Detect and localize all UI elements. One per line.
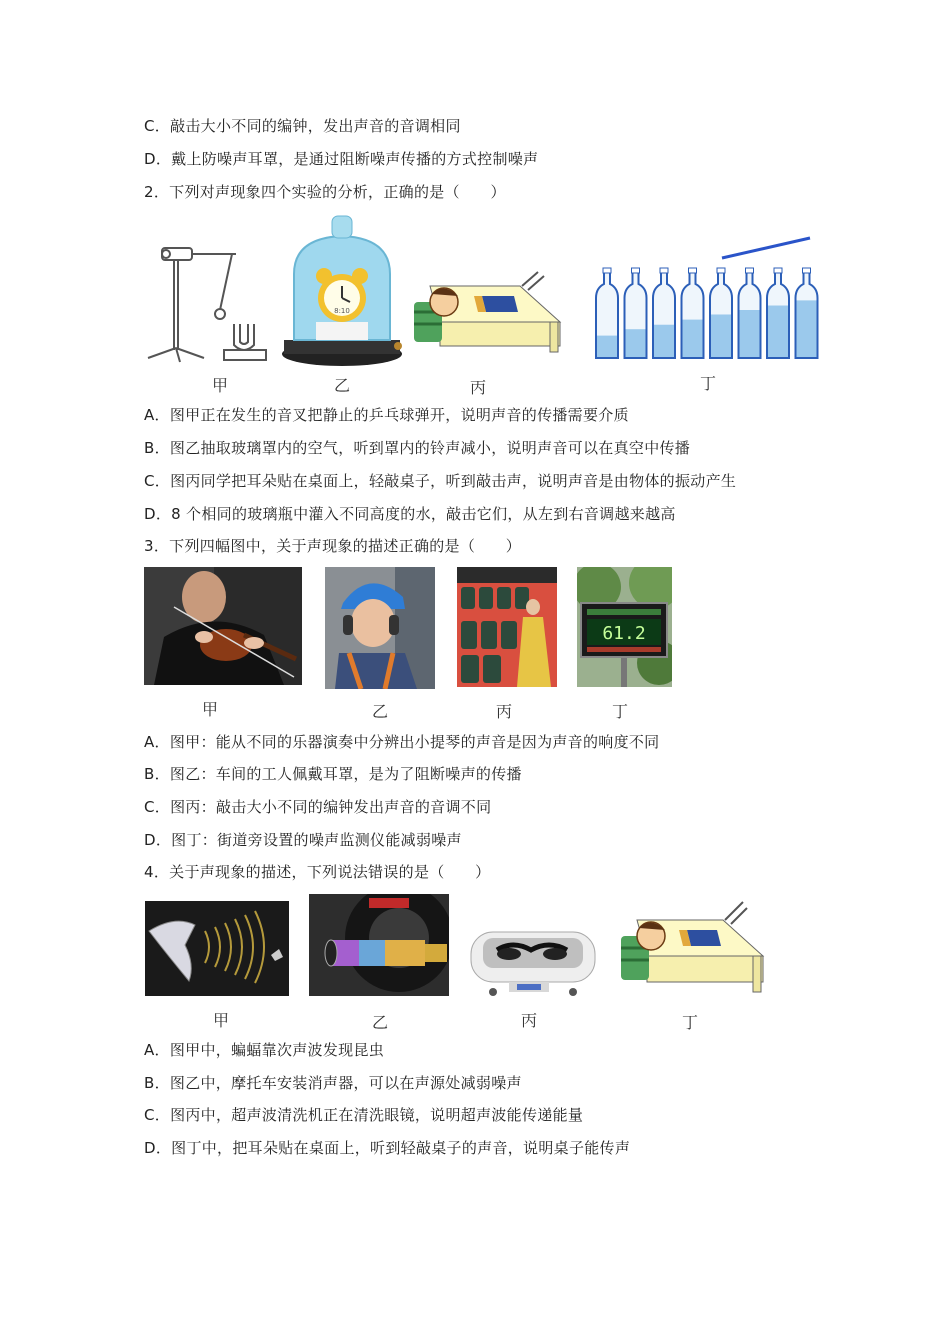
q4-caption-ding: 丁 — [682, 1013, 699, 1032]
q4-caption-yi: 乙 — [372, 1013, 389, 1032]
tuning-fork-figure — [144, 240, 274, 365]
q4-option-d: D．图丁中，把耳朵贴在桌面上，听到轻敲桌子的声音，说明桌子能传声 — [144, 1139, 631, 1157]
q2-option-a: A．图甲正在发生的音叉把静止的乒乓球弹开，说明声音的传播需要介质 — [144, 406, 629, 424]
bottle-outline — [710, 272, 732, 358]
water-bottles-figure — [592, 232, 824, 362]
q1-option-d: D．戴上防噪声耳罩，是通过阻断噪声传播的方式控制噪声 — [144, 150, 539, 168]
q2-stem: 2．下列对声现象四个实验的分析，正确的是（ ） — [144, 183, 506, 201]
ultrasonic-cleaner-photo — [469, 926, 599, 996]
bottle-outline — [796, 272, 818, 358]
noise-reading-text: 61.2 — [602, 623, 646, 644]
q3-caption-ding: 丁 — [612, 702, 629, 721]
chime-bells-photo — [457, 567, 557, 687]
bottle-neck — [603, 268, 611, 273]
q3-option-d: D．图丁：街道旁设置的噪声监测仪能减弱噪声 — [144, 831, 462, 849]
bat-echolocation-photo — [145, 901, 289, 996]
glass-bottle — [625, 268, 647, 358]
q2-option-b: B．图乙抽取玻璃罩内的空气，听到罩内的铃声减小，说明声音可以在真空中传播 — [144, 439, 691, 457]
bottle-neck — [774, 268, 782, 273]
glass-bottle — [739, 268, 761, 358]
bottle-outline — [682, 272, 704, 358]
q2-caption-yi: 乙 — [334, 376, 351, 395]
glass-bottle — [596, 268, 618, 358]
q2-caption-jia: 甲 — [212, 376, 229, 395]
q1-option-c: C．敲击大小不同的编钟，发出声音的音调相同 — [144, 117, 461, 135]
q4-option-a: A．图甲中，蝙蝠靠次声波发现昆虫 — [144, 1041, 385, 1059]
q2-caption-bing: 丙 — [470, 378, 487, 397]
q3-caption-jia: 甲 — [202, 700, 219, 719]
q3-option-a: A．图甲：能从不同的乐器演奏中分辨出小提琴的声音是因为声音的响度不同 — [144, 733, 660, 751]
noise-monitor-photo — [577, 567, 672, 687]
glass-bottle — [767, 268, 789, 358]
clock-face-text: 8:10 — [334, 307, 350, 315]
q4-caption-bing: 丙 — [521, 1011, 538, 1030]
bell-jar-figure — [280, 214, 405, 369]
violin-photo — [144, 567, 302, 685]
q3-stem: 3．下列四幅图中，关于声现象的描述正确的是（ ） — [144, 537, 522, 555]
bottle-outline — [739, 272, 761, 358]
bottle-outline — [767, 272, 789, 358]
bottle-outline — [596, 272, 618, 358]
q4-option-b: B．图乙中，摩托车安装消声器，可以在声源处减弱噪声 — [144, 1074, 522, 1092]
q2-option-c: C．图丙同学把耳朵贴在桌面上，轻敲桌子，听到敲击声，说明声音是由物体的振动产生 — [144, 472, 737, 490]
bottle-neck — [717, 268, 725, 273]
q4-caption-jia: 甲 — [213, 1011, 230, 1030]
striking-rod-icon — [722, 238, 810, 258]
bottle-neck — [689, 268, 697, 273]
q3-option-b: B．图乙：车间的工人佩戴耳罩，是为了阻断噪声的传播 — [144, 765, 522, 783]
bottle-neck — [660, 268, 668, 273]
bottle-neck — [632, 268, 640, 273]
q2-caption-ding: 丁 — [700, 374, 717, 393]
glass-bottle — [710, 268, 732, 358]
q2-option-d: D．8 个相同的玻璃瓶中灌入不同高度的水，敲击它们，从左到右音调越来越高 — [144, 505, 676, 523]
ear-on-table-figure-2 — [617, 900, 767, 996]
glass-bottle — [682, 268, 704, 358]
q3-caption-bing: 丙 — [496, 702, 513, 721]
q3-caption-yi: 乙 — [372, 702, 389, 721]
bottle-outline — [625, 272, 647, 358]
bottle-outline — [653, 272, 675, 358]
bottle-neck — [746, 268, 754, 273]
worker-earmuffs-photo — [325, 567, 435, 689]
glass-bottle — [796, 268, 818, 358]
motorcycle-muffler-photo — [309, 894, 449, 996]
bottle-neck — [803, 268, 811, 273]
ear-on-table-figure — [410, 266, 568, 356]
glass-bottle — [653, 268, 675, 358]
q4-stem: 4．关于声现象的描述，下列说法错误的是（ ） — [144, 863, 491, 881]
q4-option-c: C．图丙中，超声波清洗机正在清洗眼镜，说明超声波能传递能量 — [144, 1106, 584, 1124]
q3-option-c: C．图丙：敲击大小不同的编钟发出声音的音调不同 — [144, 798, 492, 816]
